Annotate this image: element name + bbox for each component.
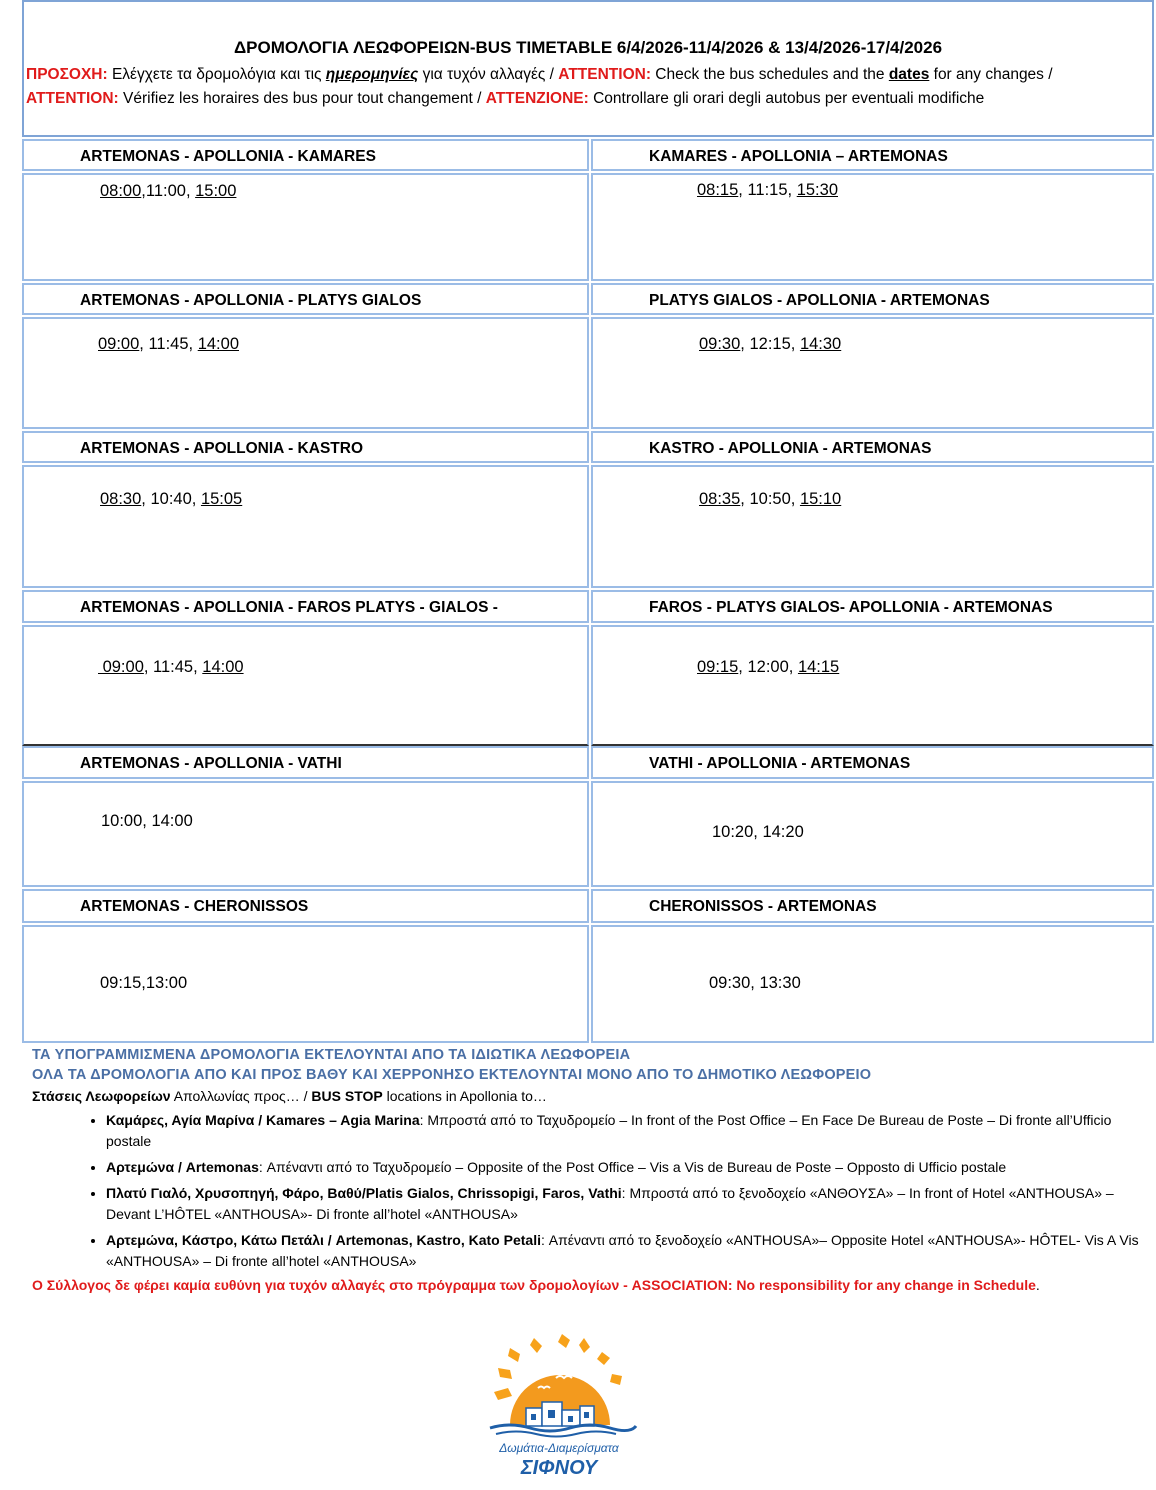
times-cell xyxy=(22,317,589,429)
departure-times: 09:15, 12:00, 14:15 xyxy=(697,658,840,676)
times-cell xyxy=(22,925,589,1043)
times-cell xyxy=(591,317,1154,429)
times-cell xyxy=(591,625,1154,746)
departure-times: 09:00, 11:45, 14:00 xyxy=(98,335,239,353)
route-title: ARTEMONAS - APOLLONIA - KAMARES xyxy=(80,148,376,165)
route-title-cell xyxy=(22,746,589,779)
route-title: KAMARES - APOLLONIA – ARTEMONAS xyxy=(649,148,948,165)
route-title-cell xyxy=(591,590,1154,623)
warning-line-1: ΠΡΟΣΟΧΗ: Ελέγχετε τα δρομολόγια και τις ημερομηνίες για τυχόν αλλαγές / ATTENTION: Check the bus schedules and the dates for any changes / xyxy=(26,66,1053,83)
route-title: ARTEMONAS - CHERONISSOS xyxy=(80,898,309,915)
underlined-routes-note: ΤΑ ΥΠΟΓΡΑΜΜΙΣΜΕΝΑ ΔΡΟΜΟΛΟΓΙΑ ΕΚΤΕΛΟΥΝΤΑΙ ΑΠΟ ΤΑ ΙΔΙΩΤΙΚΑ ΛΕΩΦΟΡΕΙΑ xyxy=(32,1047,631,1063)
route-title: ARTEMONAS - APOLLONIA - VATHI xyxy=(80,755,342,772)
route-title: ARTEMONAS - APOLLONIA - KASTRO xyxy=(80,440,364,457)
route-title: KASTRO - APOLLONIA - ARTEMONAS xyxy=(649,440,932,457)
list-item: • Αρτεμώνα, Κάστρο, Κάτω Πετάλι / Artemonas, Kastro, Kato Petali: Απέναντι από το ξενοδοχείο «ANTHOUSA»– Opposite Hotel «ANTHOUSA»- HÔTEL- Vis A Vis «ANTHOUSA» – Di fronte all’hotel «ANTHOUSA» xyxy=(106,1230,1142,1272)
route-title-cell xyxy=(591,283,1154,315)
list-item: • Καμάρες, Αγία Μαρίνα / Kamares – Agia Marina: Μπροστά από το Ταχυδρομείο – In front of the Post Office – En Face De Bureau de Poste – Di fronte all’Ufficio postale xyxy=(106,1110,1142,1152)
route-title-cell xyxy=(591,431,1154,463)
route-title: FAROS - PLATYS GIALOS- APOLLONIA - ARTEMONAS xyxy=(649,599,1053,616)
route-title: CHERONISSOS - ARTEMONAS xyxy=(649,898,877,915)
route-title-cell xyxy=(591,889,1154,923)
list-item: • Αρτεμώνα / Artemonas: Απέναντι από το Ταχυδρομείο – Opposite of the Post Office – Vis a Vis de Bureau de Poste – Opposto di Ufficio postale xyxy=(106,1157,1142,1178)
departure-times: 08:30, 10:40, 15:05 xyxy=(100,490,243,508)
times-cell xyxy=(22,781,589,887)
bus-stops-list xyxy=(32,1110,1142,1272)
departure-times: 08:15, 11:15, 15:30 xyxy=(697,181,838,199)
route-title-cell xyxy=(591,139,1154,171)
route-title-cell xyxy=(22,889,589,923)
disclaimer: Ο Σύλλογος δε φέρει καμία ευθύνη για τυχόν αλλαγές στο πρόγραμμα των δρομολογίων - ASSOCIATION: No responsibility for any change in Schedule. xyxy=(32,1277,1040,1293)
warning-line-2: ATTENTION: Vérifiez les horaires des bus pour tout changement / ATTENZIONE: Controllare gli orari degli autobus per eventuali modifiche xyxy=(26,90,985,107)
notes-section xyxy=(32,1045,1142,1293)
route-title-cell xyxy=(22,431,589,463)
times-cell xyxy=(22,465,589,588)
list-item: • Πλατύ Γιαλό, Χρυσοπηγή, Φάρο, Βαθύ/Platis Gialos, Chrissopigi, Faros, Vathi: Μπροστά από το ξενοδοχείο «ΑΝΘΟΥΣΑ» – In front of Hotel «ANTHOUSA» – Devant L’HÔTEL «ANTHOUSA»- Di fronte all’hotel «ANTHOUSA» xyxy=(106,1183,1142,1225)
times-cell xyxy=(591,781,1154,887)
logo-title: ΣΙΦΝΟΥ xyxy=(520,1457,598,1479)
page-title: ΔΡΟΜΟΛΟΓΙΑ ΛΕΩΦΟΡΕΙΩΝ-BUS TIMETABLE 6/4/2026-11/4/2026 & 13/4/2026-17/4/2026 xyxy=(233,38,943,57)
route-title-cell xyxy=(22,590,589,623)
departure-times: 08:35, 10:50, 15:10 xyxy=(699,490,842,508)
route-title-cell xyxy=(591,746,1154,779)
route-title: ARTEMONAS - APOLLONIA - PLATYS GIALOS xyxy=(80,292,422,309)
sun-sea-logo-icon xyxy=(476,1330,642,1480)
departure-times: 09:00, 11:45, 14:00 xyxy=(98,658,244,676)
association-logo xyxy=(476,1330,642,1480)
times-cell xyxy=(22,173,589,281)
route-title-cell xyxy=(22,139,589,171)
bus-stops-heading: Στάσεις Λεωφορείων Απολλωνίας προς… / BUS STOP locations in Apollonia to… xyxy=(32,1088,547,1104)
departure-times: 08:00,11:00, 15:00 xyxy=(100,182,237,200)
departure-times: 09:15,13:00 xyxy=(100,974,188,992)
times-cell xyxy=(591,925,1154,1043)
route-title-cell xyxy=(22,283,589,315)
route-title: ARTEMONAS - APOLLONIA - FAROS PLATYS - GIALOS - xyxy=(80,599,498,616)
route-title: PLATYS GIALOS - APOLLONIA - ARTEMONAS xyxy=(649,292,990,309)
departure-times: 09:30, 12:15, 14:30 xyxy=(699,335,842,353)
departure-times: 09:30, 13:30 xyxy=(709,974,801,992)
municipal-bus-note: ΟΛΑ ΤΑ ΔΡΟΜΟΛΟΓΙΑ ΑΠΟ ΚΑΙ ΠΡΟΣ ΒΑΘΥ ΚΑΙ ΧΕΡΡΟΝΗΣΟ ΕΚΤΕΛΟΥΝΤΑΙ ΜΟΝΟ ΑΠΟ ΤΟ ΔΗΜΟΤΙΚΟ ΛΕΩΦΟΡΕΙΟ xyxy=(32,1067,872,1083)
logo-subtitle: Δωμάτια-Διαμερίσματα xyxy=(499,1441,619,1455)
times-cell xyxy=(591,465,1154,588)
departure-times: 10:20, 14:20 xyxy=(712,823,804,841)
times-cell xyxy=(22,625,589,746)
times-cell xyxy=(591,173,1154,281)
route-title: VATHI - APOLLONIA - ARTEMONAS xyxy=(649,755,911,772)
header-box xyxy=(22,0,1154,137)
departure-times: 10:00, 14:00 xyxy=(101,812,193,830)
